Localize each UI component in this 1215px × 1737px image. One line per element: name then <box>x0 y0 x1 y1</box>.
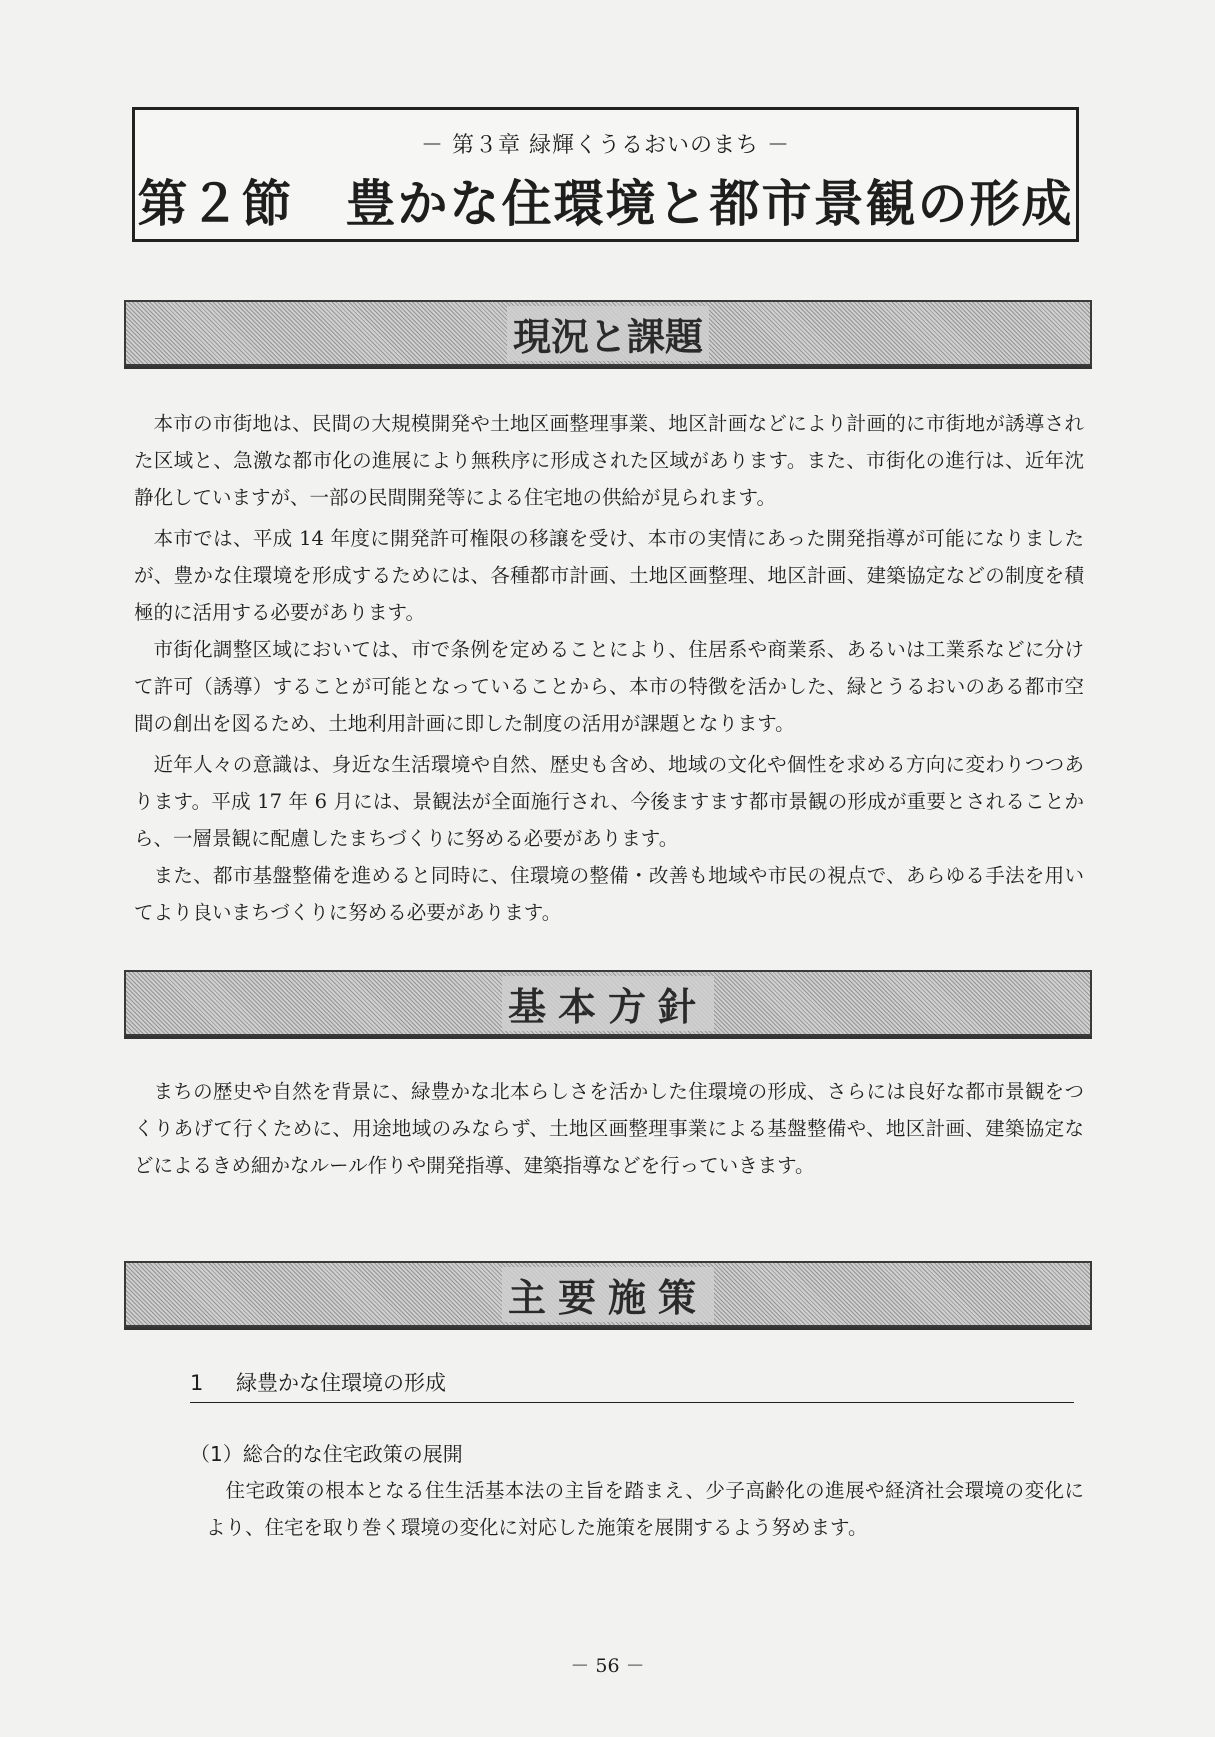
measure-heading <box>190 1367 1074 1403</box>
banner-current-issues <box>124 300 1092 366</box>
measure-item-title: （1）総合的な住宅政策の展開 <box>190 1442 463 1466</box>
banner-basic-policy <box>124 970 1092 1036</box>
paragraph: まちの歴史や自然を背景に、緑豊かな北本らしさを活かした住環境の形成、さらには良好な都市景観をつくりあげて行くために、用途地域のみならず、土地区画整理事業による基盤整備や、地区計画、建築協定などによるきめ細かなルール作りや開発指導、建築指導などを行っていきます。 <box>134 1080 1084 1177</box>
banner-label: 主要施策 <box>502 1267 714 1322</box>
section-title: 第２節 豊かな住環境と都市景観の形成 <box>137 175 1074 233</box>
banner-label: 基本方針 <box>502 976 714 1031</box>
chapter-title-box <box>132 107 1079 242</box>
paragraph: 市街化調整区域においては、市で条例を定めることにより、住居系や商業系、あるいは工業系などに分けて許可（誘導）することが可能となっていることから、本市の特徴を活かした、緑とうるおいのある都市空間の創出を図るため、土地利用計画に即した制度の活用が課題となります。 <box>134 638 1084 735</box>
paragraph: 本市では、平成 14 年度に開発許可権限の移譲を受け、本市の実情にあった開発指導が可能になりましたが、豊かな住環境を形成するためには、各種都市計画、土地区画整理、地区計画、建築協定などの制度を積極的に活用する必要があります。 <box>134 527 1084 624</box>
banner-label: 現況と課題 <box>507 306 709 361</box>
paragraph: 近年人々の意識は、身近な生活環境や自然、歴史も含め、地域の文化や個性を求める方向に変わりつつあります。平成 17 年 6 月には、景観法が全面施行され、今後ますます都市景観の形成が重要とされることから、一層景観に配慮したまちづくりに努める必要があります。 <box>134 753 1084 850</box>
measure-item-text: 住宅政策の根本となる住生活基本法の主旨を踏まえ、少子高齢化の進展や経済社会環境の変化により、住宅を取り巻く環境の変化に対応した施策を展開するよう努めます。 <box>206 1479 1084 1539</box>
paragraph: また、都市基盤整備を進めると同時に、住環境の整備・改善も地域や市民の視点で、あらゆる手法を用いてより良いまちづくりに努める必要があります。 <box>134 864 1084 924</box>
paragraph: 本市の市街地は、民間の大規模開発や土地区画整理事業、地区計画などにより計画的に市街地が誘導された区域と、急激な都市化の進展により無秩序に形成された区域があります。また、市街化の進行は、近年沈静化していますが、一部の民間開発等による住宅地の供給が見られます。 <box>134 412 1084 509</box>
page-number: － 56 － <box>570 1655 645 1677</box>
chapter-label: － 第３章 緑輝くうるおいのまち － <box>421 133 790 158</box>
banner-key-measures <box>124 1261 1092 1327</box>
measure-number: 1 <box>190 1371 204 1395</box>
measure-title: 緑豊かな住環境の形成 <box>236 1371 446 1395</box>
